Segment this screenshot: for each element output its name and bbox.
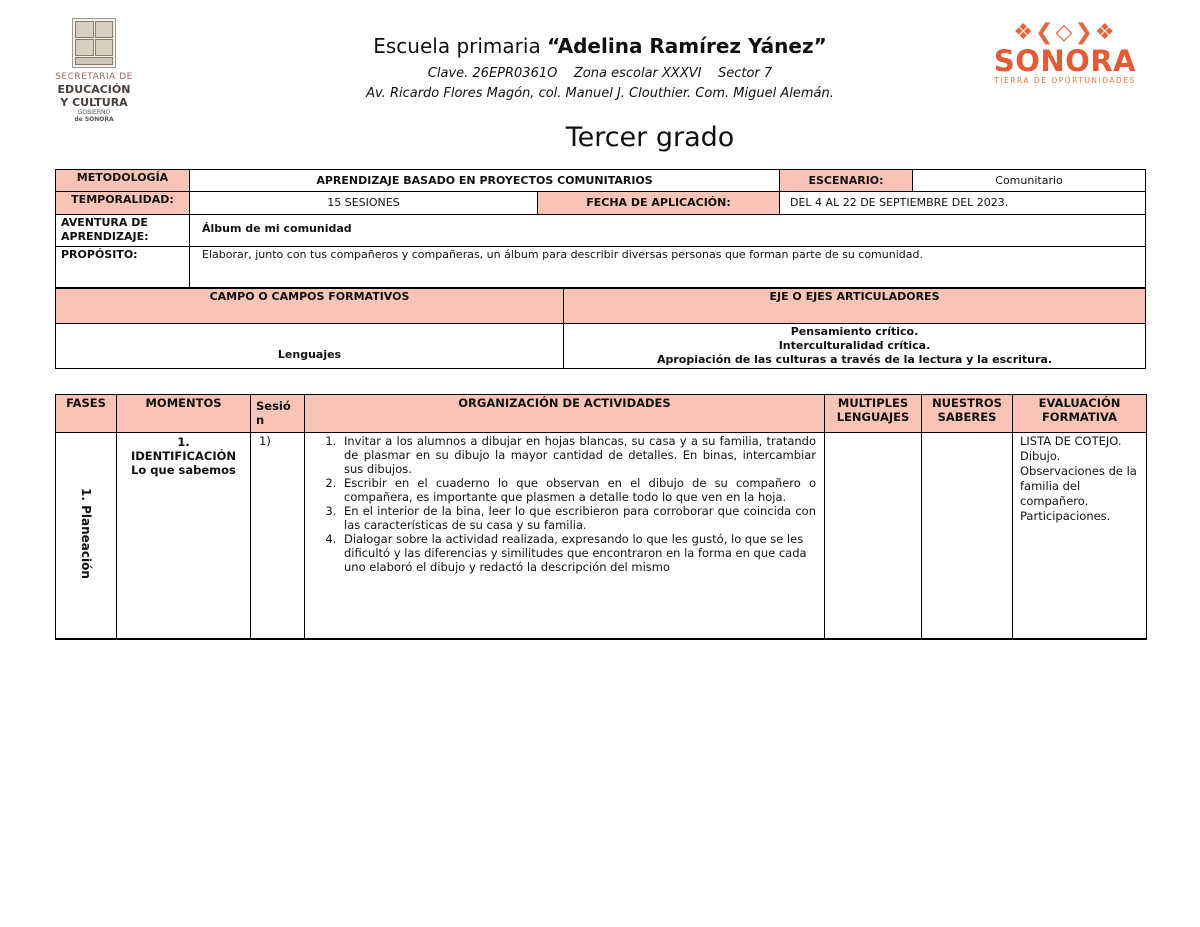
logo-line: SECRETARIA DE — [55, 72, 133, 82]
header-fases: FASES — [56, 395, 117, 433]
fecha-value: DEL 4 AL 22 DE SEPTIEMBRE DEL 2023. — [780, 192, 1146, 215]
header-sesion: Sesió n — [251, 395, 305, 433]
header-organizacion: ORGANIZACIÓN DE ACTIVIDADES — [305, 395, 825, 433]
fase-cell — [56, 433, 117, 639]
sonora-brand: SONORA — [993, 44, 1137, 78]
eje-item: Pensamiento crítico. — [790, 325, 919, 338]
school-title: Escuela primaria “Adelina Ramírez Yánez” — [373, 34, 827, 58]
proposito-value: Elaborar, junto con tus compañeros y compañeras, un álbum para describir diversas personas que forman parte de su comunidad. — [190, 247, 1146, 288]
temporalidad-label: TEMPORALIDAD: — [56, 192, 190, 215]
metodologia-value: APRENDIZAJE BASADO EN PROYECTOS COMUNITARIOS — [190, 170, 780, 192]
eval-item: Dibujo. — [1020, 449, 1061, 463]
logo-line: EDUCACIÓN — [57, 83, 131, 96]
campos-table — [55, 288, 1146, 369]
sesion-cell: 1) — [251, 433, 305, 639]
activity-item: 3. En el interior de la bina, leer lo que escribieron para corroborar que coincida con las características de su casa y su familia. — [340, 504, 816, 532]
momento-cell — [117, 433, 251, 639]
eje-item: Apropiación de las culturas a través de la lectura y la escritura. — [656, 353, 1053, 366]
momento-sub: Lo que sabemos — [131, 463, 236, 477]
school-address: Av. Ricardo Flores Magón, col. Manuel J. Clouthier. Com. Miguel Alemán. — [366, 86, 834, 101]
activity-item: 2. Escribir en el cuaderno lo que observan en el dibujo de su compañero o compañera, es importante que plasmen a detalle todo lo que ven en la hoja. — [340, 476, 816, 504]
eval-item: Participaciones. — [1020, 509, 1111, 523]
fecha-label: FECHA DE APLICACIÓN: — [538, 192, 780, 215]
campo-value: Lenguajes — [56, 324, 564, 369]
planning-table — [55, 394, 1147, 640]
coat-of-arms-icon — [72, 18, 116, 68]
info-table — [55, 169, 1146, 288]
momento-num: 1. — [177, 435, 190, 449]
escenario-label: ESCENARIO: — [780, 170, 913, 192]
logo-line: Y CULTURA — [60, 96, 128, 109]
pattern-icon: ❖❮◇❯❖ — [1013, 20, 1117, 45]
temporalidad-value: 15 SESIONES — [190, 192, 538, 215]
logo-line: GOBIERNO — [77, 109, 111, 116]
sec-logo — [46, 18, 142, 123]
header-multiples: MULTIPLES LENGUAJES — [825, 395, 922, 433]
nuestros-cell — [922, 433, 1013, 639]
proposito-label: PROPÓSITO: — [56, 247, 190, 288]
fase-label: 1. Planeación — [79, 488, 93, 580]
sonora-logo — [985, 20, 1145, 86]
ejes-header: EJE O EJES ARTICULADORES — [564, 289, 1146, 324]
sonora-tagline: TIERRA DE OPORTUNIDADES — [994, 76, 1136, 85]
metodologia-label: METODOLOGÍA — [56, 170, 190, 192]
momento-name: IDENTIFICACIÓN — [130, 449, 237, 463]
school-name: “Adelina Ramírez Yánez” — [547, 34, 827, 58]
eval-item: Observaciones de la familia del compañero. — [1020, 464, 1137, 508]
aventura-value: Álbum de mi comunidad — [190, 215, 1146, 247]
aventura-label: AVENTURA DE APRENDIZAJE: — [56, 215, 190, 247]
school-code-line: Clave. 26EPR0361O Zona escolar XXXVI Sector 7 — [427, 66, 773, 81]
header-nuestros: NUESTROS SABERES — [922, 395, 1013, 433]
header-evaluacion: EVALUACIÓN FORMATIVA — [1013, 395, 1147, 433]
multiples-cell — [825, 433, 922, 639]
evaluacion-cell — [1013, 433, 1147, 639]
eje-item: Interculturalidad crítica. — [778, 339, 931, 352]
campos-header: CAMPO O CAMPOS FORMATIVOS — [56, 289, 564, 324]
logo-line: de SONORA — [74, 116, 114, 123]
activities-cell — [305, 433, 825, 639]
ejes-list — [564, 324, 1146, 369]
escenario-value: Comunitario — [913, 170, 1146, 192]
activities-list — [310, 434, 816, 574]
activity-item: 1. Invitar a los alumnos a dibujar en hojas blancas, su casa y a su familia, tratando de plasmar en su dibujo la mayor cantidad de detalles. En binas, intercambiar sus dibujos. — [340, 434, 816, 476]
eval-item: LISTA DE COTEJO. — [1020, 434, 1122, 448]
activity-item: 4. Dialogar sobre la actividad realizada, expresando lo que les gustó, lo que se les dificultó y las diferencias y similitudes que encontraron en la forma en que cada uno elaboró el dibujo y redactó la descripción del mismo — [340, 532, 816, 574]
grade-title: Tercer grado — [565, 122, 735, 153]
header-momentos: MOMENTOS — [117, 395, 251, 433]
